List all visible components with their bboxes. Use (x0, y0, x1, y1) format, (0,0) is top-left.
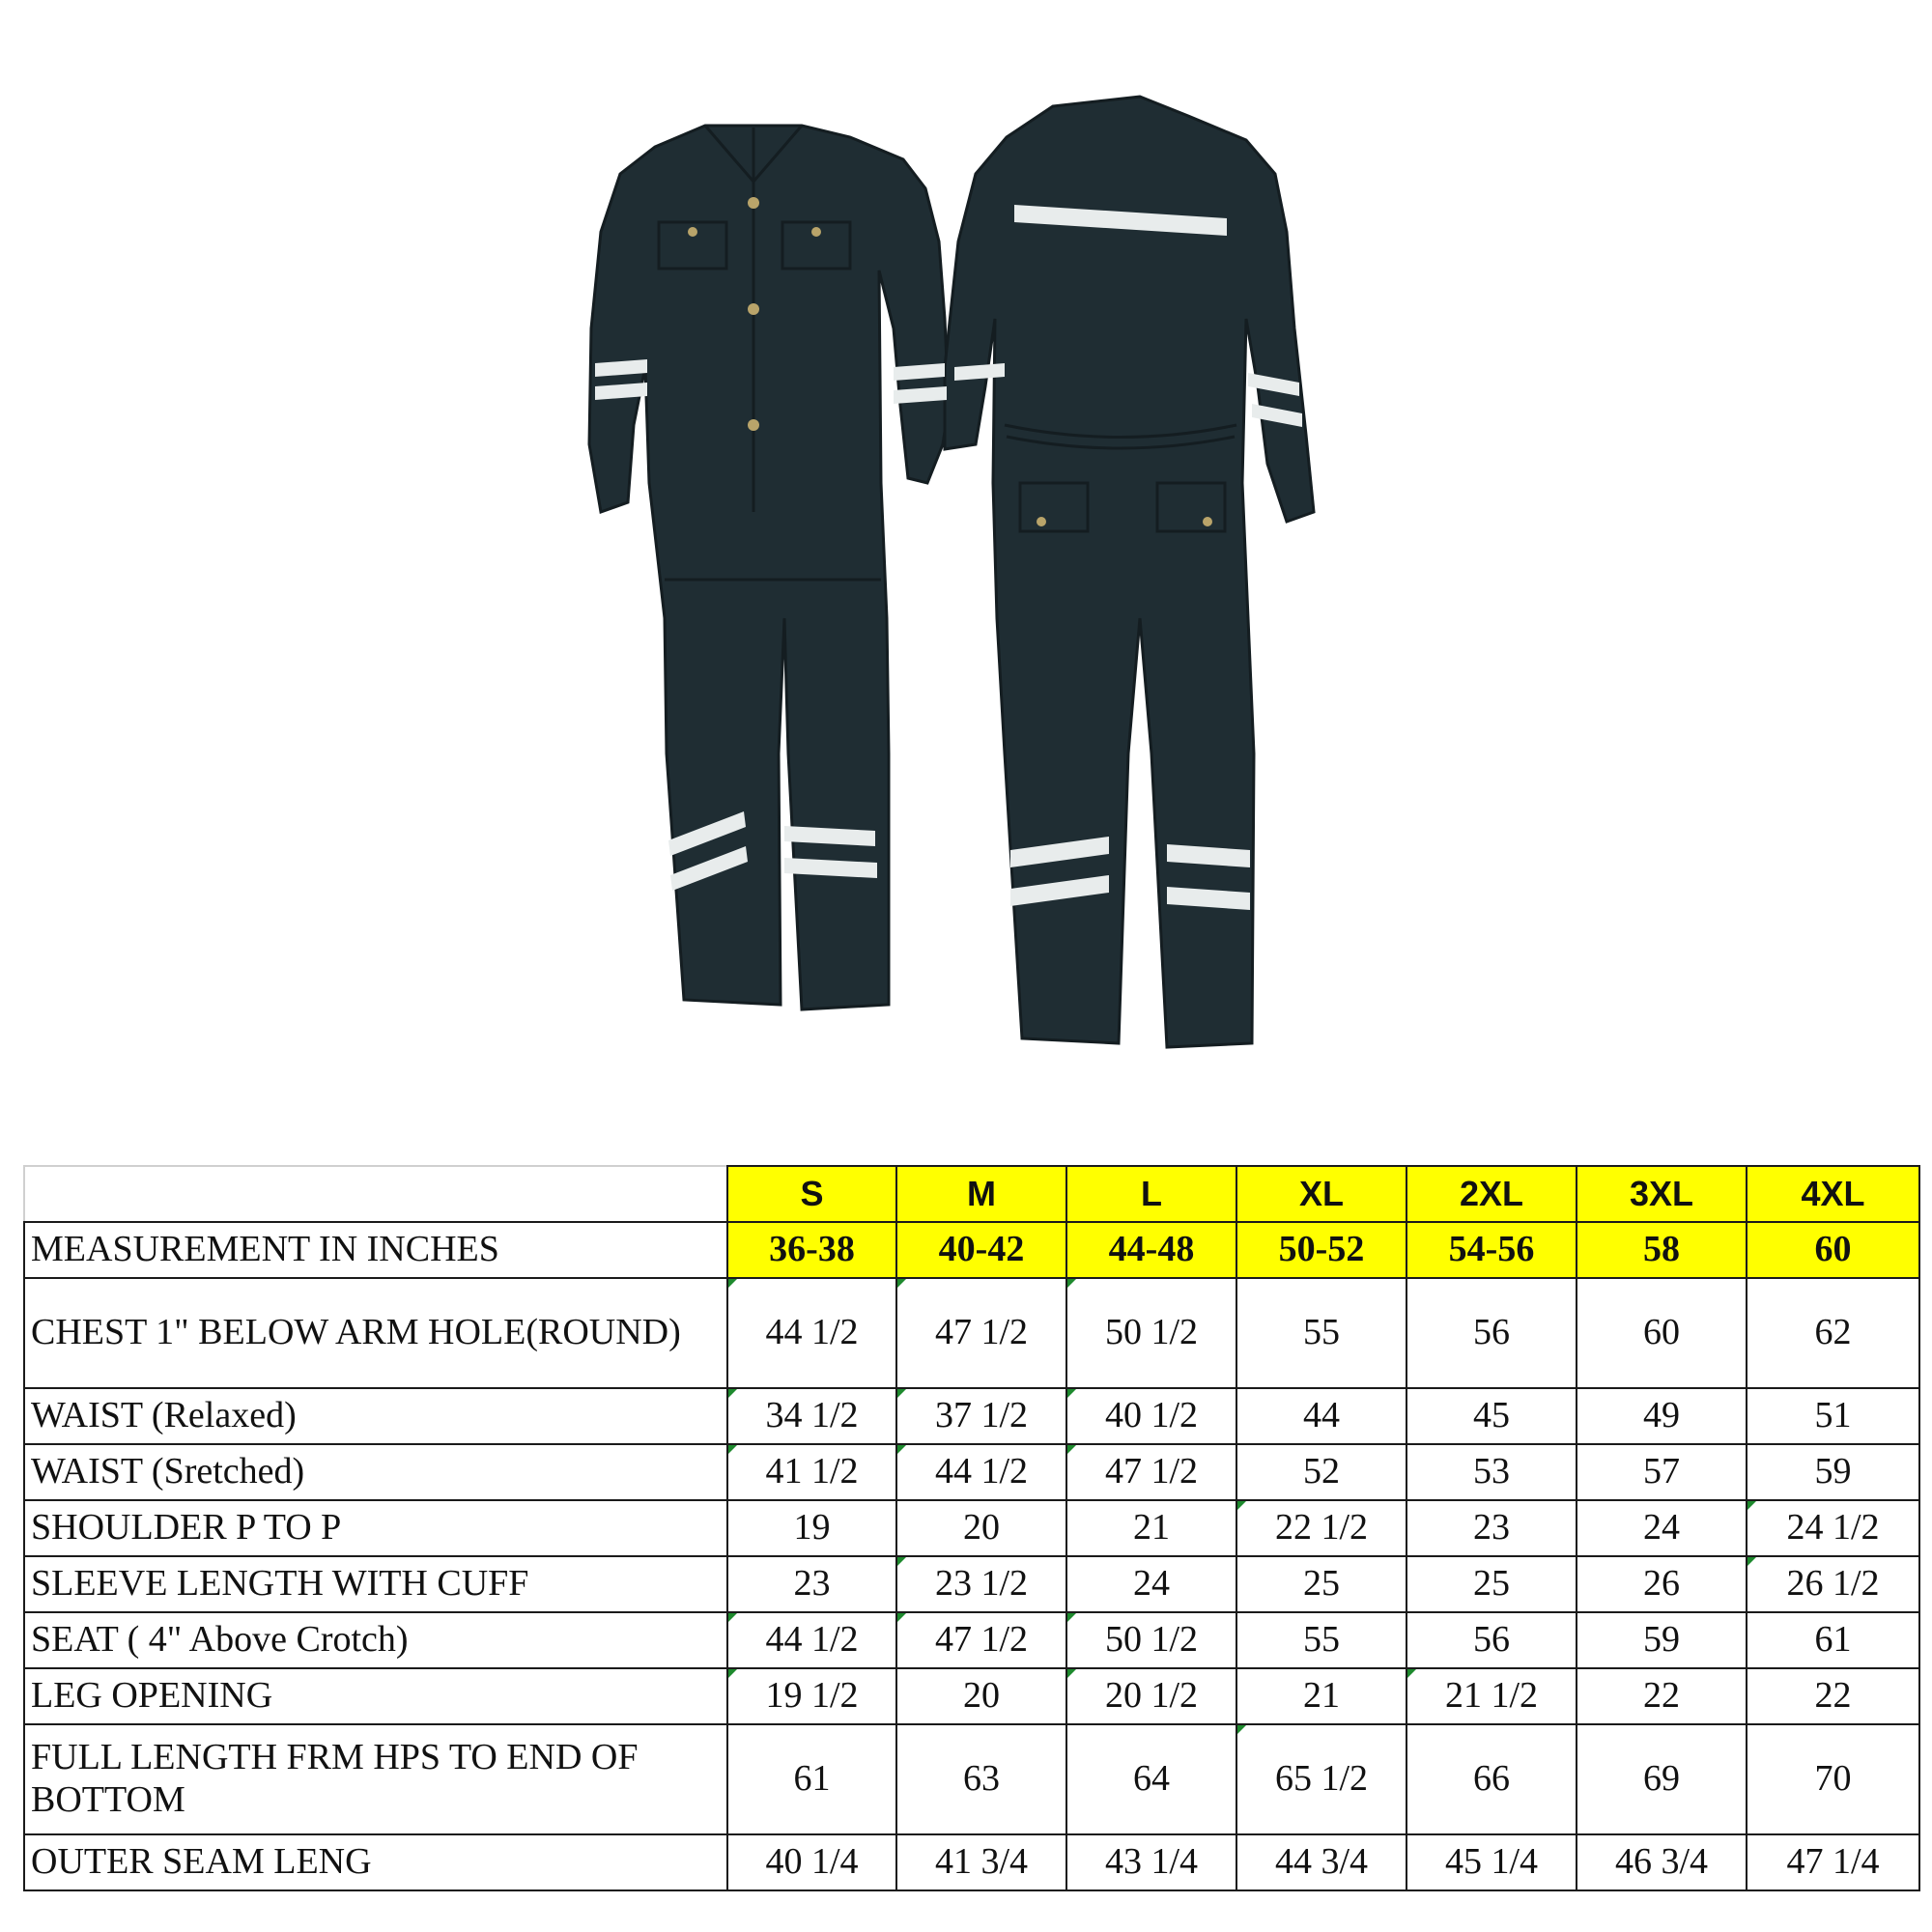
table-cell: 45 1/4 (1406, 1834, 1577, 1890)
product-image (560, 77, 1410, 1063)
coverall-front-back-illustration-icon (560, 77, 1410, 1063)
table-cell: 50 1/2 (1066, 1278, 1236, 1388)
table-cell: 21 (1236, 1668, 1406, 1724)
size-label: 2XL (1406, 1166, 1577, 1222)
table-cell: 56 (1406, 1278, 1577, 1388)
table-cell: 22 (1577, 1668, 1747, 1724)
size-label: XL (1236, 1166, 1406, 1222)
table-cell: 20 1/2 (1066, 1668, 1236, 1724)
table-row (24, 1724, 1919, 1834)
size-range: 36-38 (727, 1222, 896, 1278)
measurement-unit-label: MEASUREMENT IN INCHES (24, 1222, 727, 1278)
table-cell: 20 (896, 1500, 1066, 1556)
table-cell: 21 1/2 (1406, 1668, 1577, 1724)
table-cell: 55 (1236, 1278, 1406, 1388)
row-label: SHOULDER P TO P (24, 1500, 727, 1556)
size-header-row (24, 1166, 1919, 1222)
table-cell: 44 3/4 (1236, 1834, 1406, 1890)
table-cell: 47 1/2 (896, 1278, 1066, 1388)
table-cell: 19 (727, 1500, 896, 1556)
size-label: M (896, 1166, 1066, 1222)
table-cell: 44 1/2 (896, 1444, 1066, 1500)
table-cell: 26 (1577, 1556, 1747, 1612)
table-cell: 60 (1577, 1278, 1747, 1388)
table-cell: 22 (1747, 1668, 1919, 1724)
table-cell: 53 (1406, 1444, 1577, 1500)
table-cell: 25 (1406, 1556, 1577, 1612)
table-cell: 41 1/2 (727, 1444, 896, 1500)
table-cell: 22 1/2 (1236, 1500, 1406, 1556)
size-label: 4XL (1747, 1166, 1919, 1222)
table-cell: 26 1/2 (1747, 1556, 1919, 1612)
size-range-row (24, 1222, 1919, 1278)
size-range: 44-48 (1066, 1222, 1236, 1278)
table-cell: 40 1/4 (727, 1834, 896, 1890)
table-row (24, 1612, 1919, 1668)
header-blank-cell (24, 1166, 727, 1222)
size-label: L (1066, 1166, 1236, 1222)
table-cell: 62 (1747, 1278, 1919, 1388)
table-cell: 37 1/2 (896, 1388, 1066, 1444)
table-cell: 47 1/2 (1066, 1444, 1236, 1500)
front-coverall-body (589, 126, 949, 1009)
table-cell: 45 (1406, 1388, 1577, 1444)
table-cell: 25 (1236, 1556, 1406, 1612)
table-cell: 44 1/2 (727, 1612, 896, 1668)
table-cell: 47 1/4 (1747, 1834, 1919, 1890)
table-cell: 44 (1236, 1388, 1406, 1444)
table-cell: 47 1/2 (896, 1612, 1066, 1668)
table-cell: 20 (896, 1668, 1066, 1724)
table-cell: 24 1/2 (1747, 1500, 1919, 1556)
table-cell: 40 1/2 (1066, 1388, 1236, 1444)
size-range: 50-52 (1236, 1222, 1406, 1278)
row-label: SLEEVE LENGTH WITH CUFF (24, 1556, 727, 1612)
table-cell: 23 1/2 (896, 1556, 1066, 1612)
size-range: 40-42 (896, 1222, 1066, 1278)
table-row (24, 1834, 1919, 1890)
size-range: 54-56 (1406, 1222, 1577, 1278)
table-row (24, 1668, 1919, 1724)
table-cell: 69 (1577, 1724, 1747, 1834)
table-cell: 64 (1066, 1724, 1236, 1834)
table-cell: 23 (1406, 1500, 1577, 1556)
table-cell: 24 (1066, 1556, 1236, 1612)
table-cell: 63 (896, 1724, 1066, 1834)
table-row (24, 1500, 1919, 1556)
table-cell: 24 (1577, 1500, 1747, 1556)
table-cell: 46 3/4 (1577, 1834, 1747, 1890)
size-range: 60 (1747, 1222, 1919, 1278)
table-cell: 65 1/2 (1236, 1724, 1406, 1834)
table-cell: 34 1/2 (727, 1388, 896, 1444)
table-cell: 43 1/4 (1066, 1834, 1236, 1890)
row-label: WAIST (Sretched) (24, 1444, 727, 1500)
table-row (24, 1388, 1919, 1444)
table-cell: 70 (1747, 1724, 1919, 1834)
row-label: OUTER SEAM LENG (24, 1834, 727, 1890)
row-label: SEAT ( 4" Above Crotch) (24, 1612, 727, 1668)
size-chart-table (23, 1165, 1920, 1891)
back-coverall-body (945, 97, 1314, 1047)
table-cell: 59 (1747, 1444, 1919, 1500)
table-row (24, 1444, 1919, 1500)
row-label: LEG OPENING (24, 1668, 727, 1724)
table-cell: 50 1/2 (1066, 1612, 1236, 1668)
table-cell: 56 (1406, 1612, 1577, 1668)
size-label: 3XL (1577, 1166, 1747, 1222)
table-cell: 21 (1066, 1500, 1236, 1556)
table-cell: 59 (1577, 1612, 1747, 1668)
size-range: 58 (1577, 1222, 1747, 1278)
table-cell: 49 (1577, 1388, 1747, 1444)
size-label: S (727, 1166, 896, 1222)
table-cell: 23 (727, 1556, 896, 1612)
table-cell: 55 (1236, 1612, 1406, 1668)
table-cell: 51 (1747, 1388, 1919, 1444)
table-cell: 52 (1236, 1444, 1406, 1500)
table-cell: 41 3/4 (896, 1834, 1066, 1890)
table-cell: 61 (727, 1724, 896, 1834)
row-label: FULL LENGTH FRM HPS TO END OF BOTTOM (24, 1724, 727, 1834)
table-cell: 61 (1747, 1612, 1919, 1668)
row-label: WAIST (Relaxed) (24, 1388, 727, 1444)
table-row (24, 1278, 1919, 1388)
table-row (24, 1556, 1919, 1612)
table-cell: 57 (1577, 1444, 1747, 1500)
row-label: CHEST 1" BELOW ARM HOLE(ROUND) (24, 1278, 727, 1388)
table-cell: 44 1/2 (727, 1278, 896, 1388)
table-cell: 19 1/2 (727, 1668, 896, 1724)
table-cell: 66 (1406, 1724, 1577, 1834)
